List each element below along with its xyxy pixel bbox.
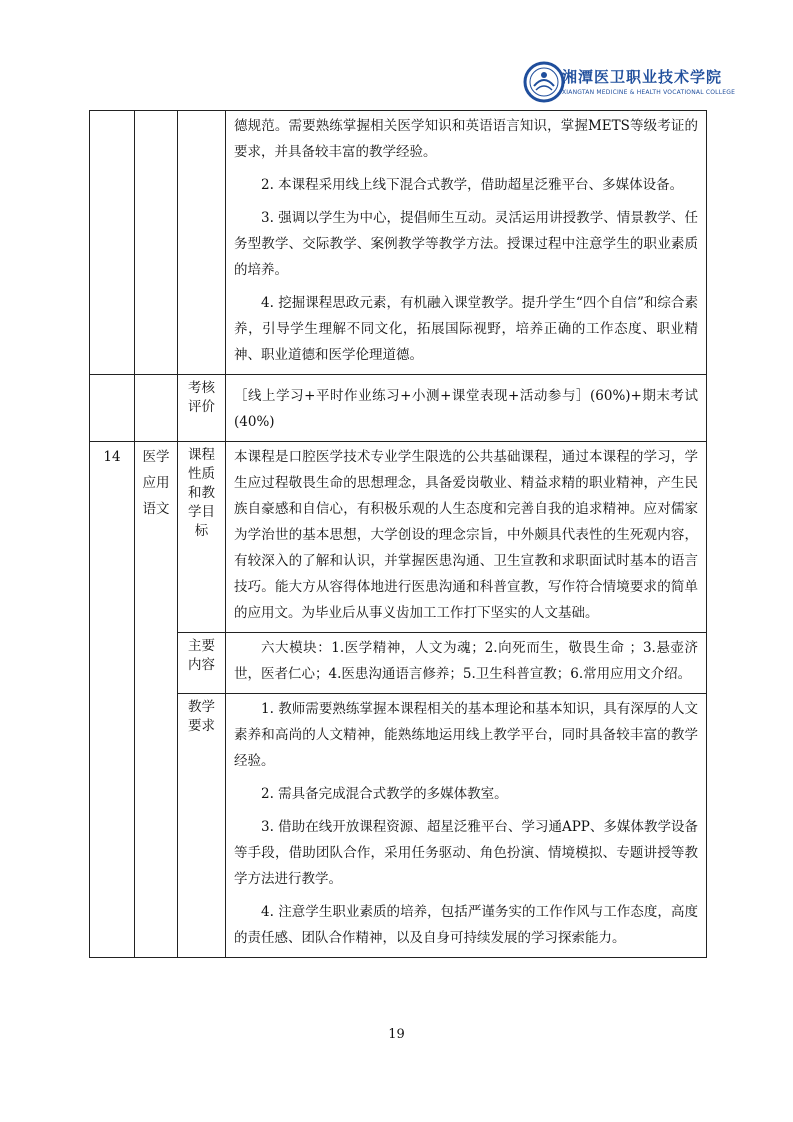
teaching-content [226,694,707,958]
table-row [90,633,707,694]
page-number: 19 [388,1027,405,1042]
course-cell-empty [135,111,178,375]
course-name: 医学应用语文 [135,442,178,958]
table-row [90,375,707,442]
nature-content [226,442,707,633]
table-row [90,694,707,958]
paragraph: 1. 教师需要熟练掌握本课程相关的基本理论和基本知识，具有深厚的人文素养和高尚的人文精神，能熟练地运用线上教学平台，同时具备较丰富的教学经验。 [234,701,698,769]
assessment-content [226,375,707,442]
assessment-label: 考核评价 [178,375,226,442]
curriculum-table [89,110,707,958]
main-content [226,633,707,694]
paragraph: 2. 本课程采用线上线下混合式教学，借助超星泛雅平台、多媒体设备。 [261,177,684,193]
college-name-en: XIANGTAN MEDICINE & HEALTH VOCATIONAL COLLEGE [562,89,736,96]
paragraph: 3. 借助在线开放课程资源、超星泛雅平台、学习通APP、多媒体教学设备等手段，借助团队合作，采用任务驱动、角色扮演、情境模拟、专题讲授等教学方法进行教学。 [234,819,698,887]
paragraph: 本课程是口腔医学技术专业学生限选的公共基础课程，通过本课程的学习，学生应过程敬畏生命的思想理念，具备爱岗敬业、精益求精的职业精神，产生民族自豪感和自信心，有积极乐观的人生态度和完善自我的追求精神。应对儒家为学治世的基本思想，大学创设的理念宗旨，中外颇具代表性的生死观内容，有较深入的了解和认识，并掌握医患沟通、卫生宣教和求职面试时基本的语言技巧。能大方从容得体地进行医患沟通和科普宣教，写作符合情境要求的简单的应用文。为毕业后从事义齿加工工作打下坚实的人文基础。 [234,449,698,621]
teaching-label: 教学要求 [178,694,226,958]
course-cell-empty [135,375,178,442]
paragraph: 3. 强调以学生为中心，提倡师生互动。灵活运用讲授教学、情景教学、任务型教学、交际教学、案例教学等教学方法。授课过程中注意学生的职业素质的培养。 [234,210,698,278]
label-cell-empty [178,111,226,375]
paragraph: 4. 注意学生职业素质的培养，包括严谨务实的工作作风与工作态度，高度的责任感、团队合作精神，以及自身可持续发展的学习探索能力。 [234,904,698,946]
course-number: 14 [90,442,135,958]
college-name [562,66,735,96]
number-cell-empty [90,111,135,375]
paragraph: 六大模块：1.医学精神，人文为魂；2.向死而生，敬畏生命 ；3.悬壶济世，医者仁心；4.医患沟通语言修养；5.卫生科普宣教；6.常用应用文介绍。 [234,640,698,682]
nature-label: 课程性质和教学目标 [178,442,226,633]
paragraph: 德规范。需要熟练掌握相关医学知识和英语语言知识，掌握METS等级考证的要求，并具备较丰富的教学经验。 [234,118,698,160]
table-row [90,111,707,375]
paragraph: 2. 需具备完成混合式教学的多媒体教室。 [261,786,508,802]
paragraph: ［线上学习+平时作业练习+小测+课堂表现+活动参与］(60%)+期末考试(40%) [234,388,698,430]
teaching-requirements-continued [226,111,707,375]
table-row [90,442,707,633]
number-cell-empty [90,375,135,442]
paragraph: 4. 挖掘课程思政元素，有机融入课堂教学。提升学生“四个自信”和综合素养，引导学生理解不同文化，拓展国际视野，培养正确的工作态度、职业精神、职业道德和医学伦理道德。 [234,295,698,363]
main-content-label: 主要内容 [178,633,226,694]
college-name-cn: 湘潭医卫职业技术学院 [562,68,723,86]
